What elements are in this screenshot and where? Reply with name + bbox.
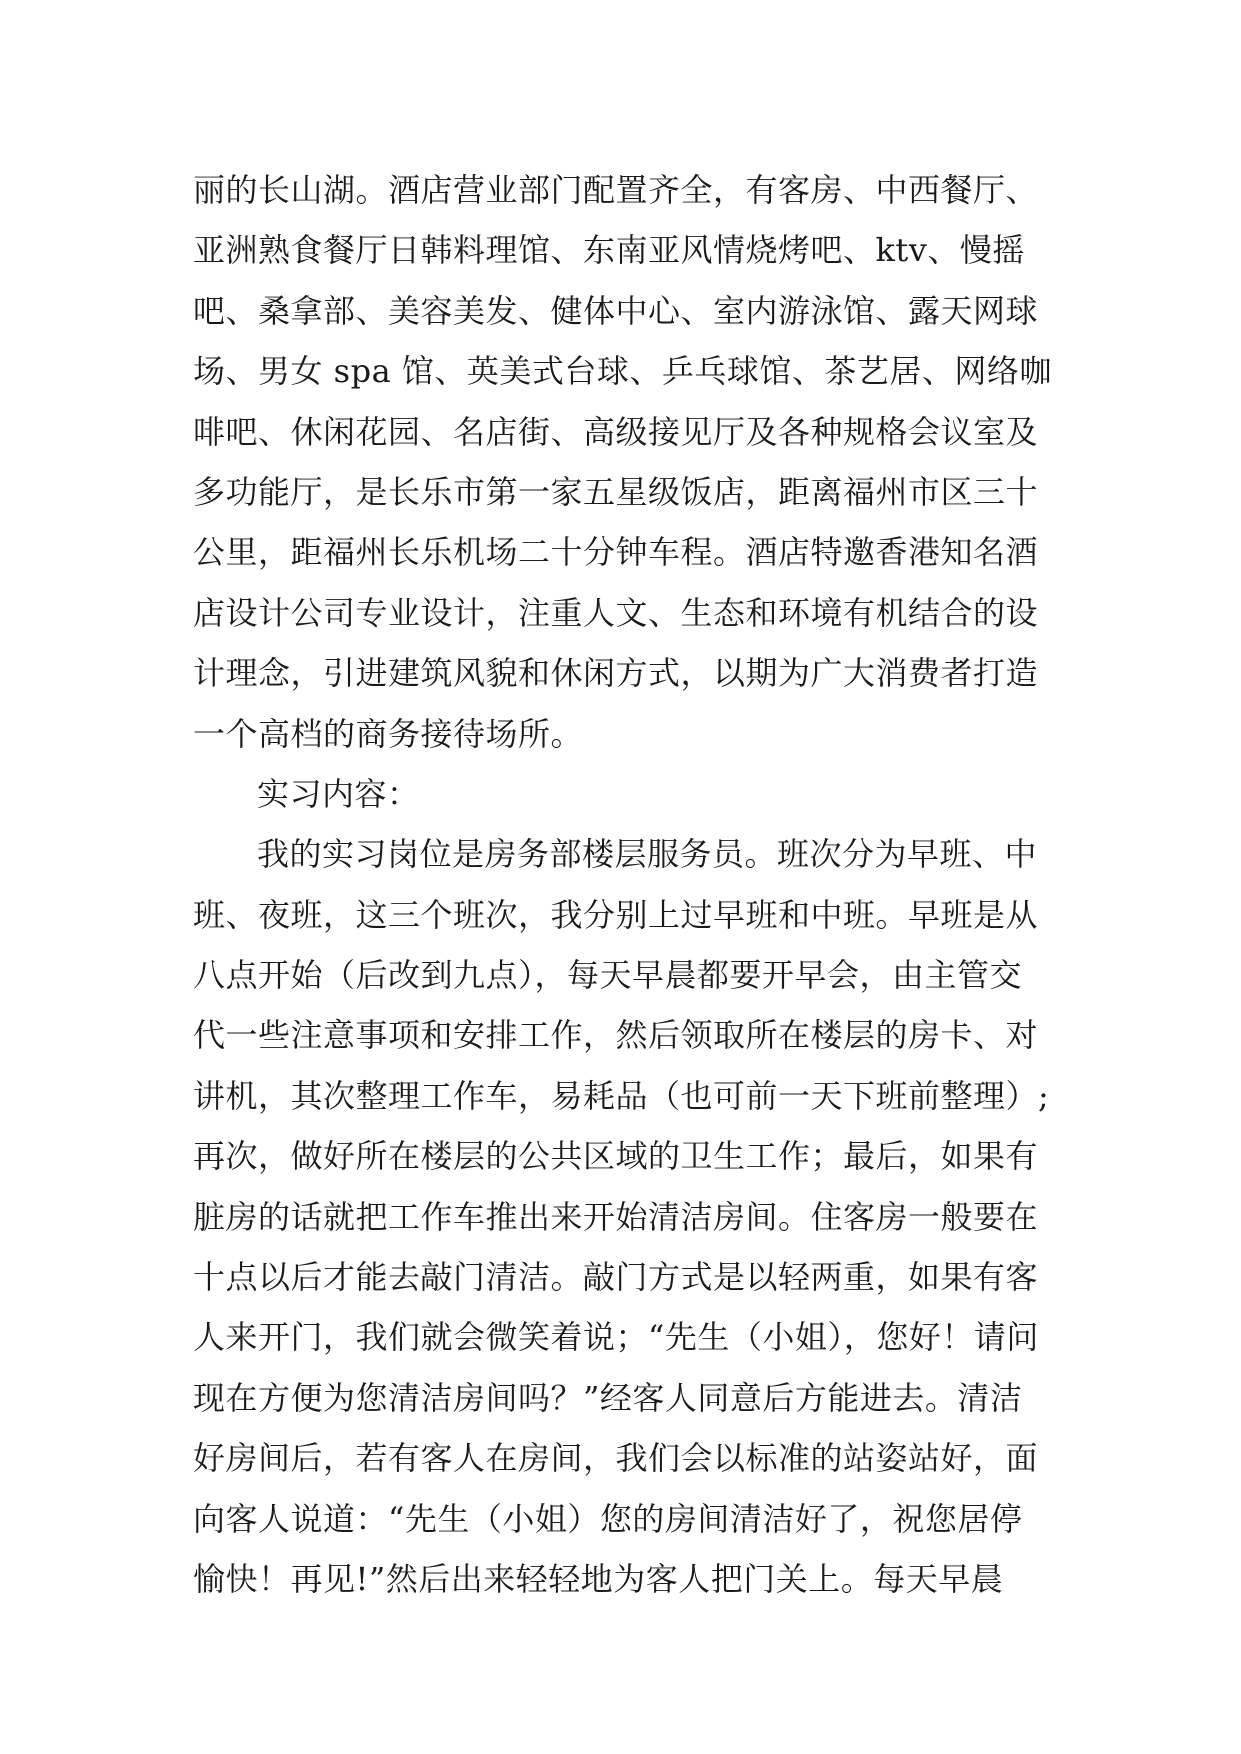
text-line: 代一些注意事项和安排工作，然后领取所在楼层的房卡、对 xyxy=(193,1016,1039,1055)
text-line: 啡吧、休闲花园、名店街、高级接见厅及各种规格会议室及 xyxy=(193,412,1039,451)
body-text xyxy=(193,160,1073,1609)
text-line: 愉快！再见!”然后出来轻轻地为客人把门关上。每天早晨 xyxy=(193,1559,1004,1598)
text-line: 店设计公司专业设计，注重人文、生态和环境有机结合的设 xyxy=(193,593,1039,632)
text-line: 好房间后，若有客人在房间，我们会以标准的站姿站好，面 xyxy=(193,1439,1039,1478)
text-line: 人来开门，我们就会微笑着说；“先生（小姐），您好！请问 xyxy=(193,1318,1039,1357)
text-line: 向客人说道：“先生（小姐）您的房间清洁好了，祝您居停 xyxy=(193,1499,1023,1538)
text-line: 十点以后才能去敲门清洁。敲门方式是以轻两重，如果有客 xyxy=(193,1258,1039,1297)
text-line: 现在方便为您清洁房间吗？”经客人同意后方能进去。清洁 xyxy=(193,1378,1023,1417)
text-line: 讲机，其次整理工作车，易耗品（也可前一天下班前整理）; xyxy=(193,1076,1050,1115)
text-line: 我的实习岗位是房务部楼层服务员。班次分为早班、中 xyxy=(257,835,1038,874)
text-line: 公里，距福州长乐机场二十分钟车程。酒店特邀香港知名酒 xyxy=(193,533,1039,572)
text-line: 吧、桑拿部、美容美发、健体中心、室内游泳馆、露天网球 xyxy=(193,291,1039,330)
text-line: 再次，做好所在楼层的公共区域的卫生工作；最后，如果有 xyxy=(193,1137,1039,1176)
text-line: 八点开始（后改到九点），每天早晨都要开早会，由主管交 xyxy=(193,956,1023,995)
text-line: 一个高档的商务接待场所。 xyxy=(193,714,584,753)
text-line: 计理念，引进建筑风貌和休闲方式，以期为广大消费者打造 xyxy=(193,654,1039,693)
text-line: 场、男女 spa 馆、英美式台球、乒乓球馆、茶艺居、网络咖 xyxy=(193,352,1052,391)
text-line: 脏房的话就把工作车推出来开始清洁房间。住客房一般要在 xyxy=(193,1197,1039,1236)
text-line: 班、夜班，这三个班次，我分别上过早班和中班。早班是从 xyxy=(193,895,1039,934)
text-line: 丽的长山湖。酒店营业部门配置齐全，有客房、中西餐厅、 xyxy=(193,171,1039,209)
text-line: 多功能厅，是长乐市第一家五星级饭店，距离福州市区三十 xyxy=(193,472,1039,511)
text-line: 亚洲熟食餐厅日韩料理馆、东南亚风情烧烤吧、ktv、慢摇 xyxy=(193,231,1025,270)
section-heading: 实习内容： xyxy=(257,774,420,813)
